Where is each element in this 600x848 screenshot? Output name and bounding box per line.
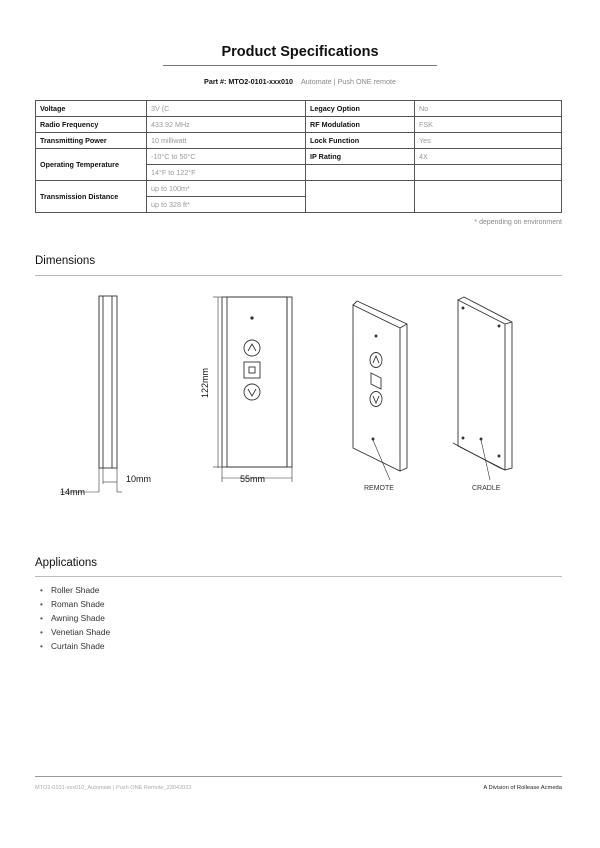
spec-label: Transmitting Power: [36, 133, 147, 149]
list-item: • Roman Shade: [40, 599, 105, 609]
cradle-iso-drawing: [453, 297, 512, 480]
list-item: • Venetian Shade: [40, 627, 111, 637]
table-row: [36, 133, 562, 149]
spec-label: Radio Frequency: [36, 117, 147, 133]
front-view-drawing: [213, 297, 292, 482]
remote-caption: REMOTE: [364, 485, 394, 492]
spec-value: 3V (C: [147, 101, 306, 117]
cradle-caption: CRADLE: [472, 485, 501, 492]
depth-dimension-label: 10mm: [126, 474, 152, 484]
spec-footnote: * depending on environment: [474, 219, 562, 226]
footer-rule: [35, 776, 562, 777]
spec-value: -10°C to 50°C: [147, 149, 306, 165]
spec-value: 10 milliwatt: [147, 133, 306, 149]
part-number: Part #: MTO2-0101-xxx010: [204, 77, 293, 86]
application-name: Roller Shade: [51, 585, 100, 595]
table-row: [36, 181, 562, 197]
dimension-drawings-svg: [50, 288, 550, 503]
table-row: [36, 149, 562, 165]
empty-cell: [306, 181, 415, 213]
page-title: Product Specifications: [221, 44, 379, 60]
footer-company: A Division of Rollease Acmeda: [483, 785, 562, 791]
title-rule: [163, 65, 437, 66]
remote-iso-drawing: [353, 301, 407, 480]
empty-cell: [306, 165, 415, 181]
spec-label: Legacy Option: [306, 101, 415, 117]
spec-value: Yes: [415, 133, 562, 149]
spec-label: Transmission Distance: [36, 181, 147, 213]
spec-label: Operating Temperature: [36, 149, 147, 181]
application-name: Roman Shade: [51, 599, 105, 609]
part-number-line: [0, 77, 600, 86]
list-item: • Roller Shade: [40, 585, 100, 595]
spec-label: IP Rating: [306, 149, 415, 165]
footer-document-id: MTO2-0101-xxx010_Automate | Push ONE Remote_23042023: [35, 785, 192, 791]
spec-value: FSK: [415, 117, 562, 133]
dimension-drawings: [50, 288, 550, 503]
list-item: • Awning Shade: [40, 613, 105, 623]
spec-value: No: [415, 101, 562, 117]
table-row: [36, 101, 562, 117]
cradle-depth-dimension-label: 14mm: [60, 487, 86, 497]
empty-cell: [415, 165, 562, 181]
applications-list: [40, 583, 110, 653]
spec-value: 14°F to 122°F: [147, 165, 306, 181]
spec-value: up to 328 ft*: [147, 197, 306, 213]
height-dimension-label: 122mm: [200, 368, 210, 399]
dimensions-rule: [35, 275, 562, 276]
applications-heading: Applications: [35, 557, 98, 569]
spec-table: [35, 100, 562, 213]
list-item: • Curtain Shade: [40, 641, 105, 651]
application-name: Awning Shade: [51, 613, 105, 623]
application-name: Curtain Shade: [51, 641, 105, 651]
application-name: Venetian Shade: [51, 627, 111, 637]
spec-value: up to 100m*: [147, 181, 306, 197]
dimensions-heading: Dimensions: [35, 255, 96, 267]
part-description: Automate | Push ONE remote: [301, 77, 396, 86]
spec-value: 4X: [415, 149, 562, 165]
spec-label: RF Modulation: [306, 117, 415, 133]
side-view-drawing: [60, 296, 122, 492]
spec-value: 433.92 MHz: [147, 117, 306, 133]
spec-label: Lock Function: [306, 133, 415, 149]
table-row: [36, 117, 562, 133]
applications-rule: [35, 576, 562, 577]
spec-label: Voltage: [36, 101, 147, 117]
empty-cell: [415, 181, 562, 213]
width-dimension-label: 55mm: [240, 474, 266, 484]
